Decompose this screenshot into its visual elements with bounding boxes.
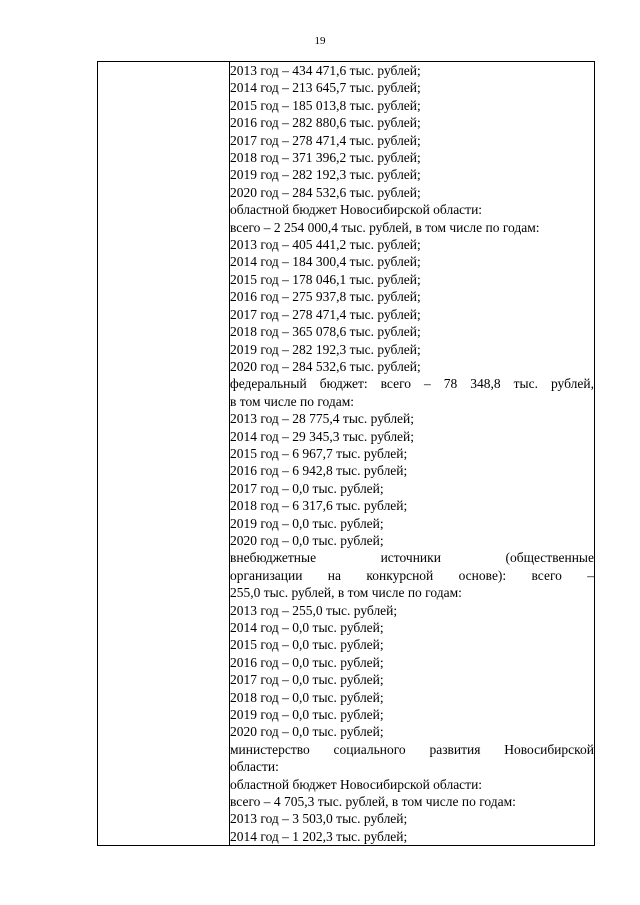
- text-line: 2013 год – 434 471,6 тыс. рублей;: [230, 63, 421, 78]
- text-line: 2016 год – 6 942,8 тыс. рублей;: [230, 463, 408, 479]
- text-line: в том числе по годам:: [230, 393, 355, 409]
- text-line: областной бюджет Новосибирской области:: [230, 202, 483, 218]
- text-line: 2018 год – 0,0 тыс. рублей;: [230, 689, 384, 705]
- text-line: организации на конкурсной основе): всего –: [230, 567, 594, 583]
- text-line: 2015 год – 6 967,7 тыс. рублей;: [230, 445, 408, 461]
- text-line: 2014 год – 184 300,4 тыс. рублей;: [230, 254, 421, 270]
- text-line: 2017 год – 278 471,4 тыс. рублей;: [230, 132, 421, 148]
- text-line: 2016 год – 275 937,8 тыс. рублей;: [230, 289, 421, 305]
- text-line: 2013 год – 28 775,4 тыс. рублей;: [230, 411, 415, 427]
- text-line: области:: [230, 759, 279, 775]
- text-line: 2015 год – 178 046,1 тыс. рублей;: [230, 271, 421, 287]
- text-line: 2020 год – 0,0 тыс. рублей;: [230, 532, 384, 548]
- text-line: 2013 год – 3 503,0 тыс. рублей;: [230, 811, 408, 827]
- text-line: внебюджетные источники (общественные: [230, 550, 594, 566]
- text-line: 2020 год – 284 532,6 тыс. рублей;: [230, 184, 421, 200]
- text-line: 2016 год – 282 880,6 тыс. рублей;: [230, 115, 421, 131]
- text-line: 2016 год – 0,0 тыс. рублей;: [230, 654, 384, 670]
- page-number: 19: [314, 35, 326, 47]
- table-row: [98, 62, 595, 846]
- funding-table: [97, 61, 595, 846]
- text-line: 2017 год – 0,0 тыс. рублей;: [230, 480, 384, 496]
- text-line: 2020 год – 0,0 тыс. рублей;: [230, 724, 384, 740]
- text-line: 2015 год – 0,0 тыс. рублей;: [230, 637, 384, 653]
- text-line: 2019 год – 0,0 тыс. рублей;: [230, 515, 384, 531]
- text-line: 2014 год – 0,0 тыс. рублей;: [230, 620, 384, 635]
- text-line: 2019 год – 282 192,3 тыс. рублей;: [230, 341, 421, 357]
- text-line: 2014 год – 213 645,7 тыс. рублей;: [230, 80, 421, 96]
- text-line: 2017 год – 278 471,4 тыс. рублей;: [230, 306, 421, 322]
- text-line: 2018 год – 365 078,6 тыс. рублей;: [230, 324, 421, 340]
- text-line: 2018 год – 6 317,6 тыс. рублей;: [230, 498, 408, 514]
- text-line: 2019 год – 0,0 тыс. рублей;: [230, 707, 384, 723]
- text-line: 2013 год – 255,0 тыс. рублей;: [230, 602, 398, 618]
- left-column-cell: [98, 62, 230, 846]
- text-line: 2018 год – 371 396,2 тыс. рублей;: [230, 150, 421, 166]
- right-column-cell: [230, 62, 595, 846]
- text-line: всего – 4 705,3 тыс. рублей, в том числе по годам:: [230, 794, 516, 810]
- text-line: 2017 год – 0,0 тыс. рублей;: [230, 672, 384, 688]
- text-line: федеральный бюджет: всего – 78 348,8 тыс. рублей,: [230, 376, 594, 392]
- text-line: 255,0 тыс. рублей, в том числе по годам:: [230, 585, 462, 601]
- text-line: 2015 год – 185 013,8 тыс. рублей;: [230, 97, 421, 113]
- text-line: министерство социального развития Новосибирской: [230, 741, 594, 757]
- text-line: областной бюджет Новосибирской области:: [230, 776, 483, 792]
- text-line: 2014 год – 1 202,3 тыс. рублей;: [230, 828, 408, 844]
- text-line: 2014 год – 29 345,3 тыс. рублей;: [230, 428, 415, 444]
- text-line: 2019 год – 282 192,3 тыс. рублей;: [230, 167, 421, 183]
- text-line: всего – 2 254 000,4 тыс. рублей, в том числе по годам:: [230, 219, 540, 235]
- text-line: 2020 год – 284 532,6 тыс. рублей;: [230, 358, 421, 374]
- text-line: 2013 год – 405 441,2 тыс. рублей;: [230, 237, 421, 253]
